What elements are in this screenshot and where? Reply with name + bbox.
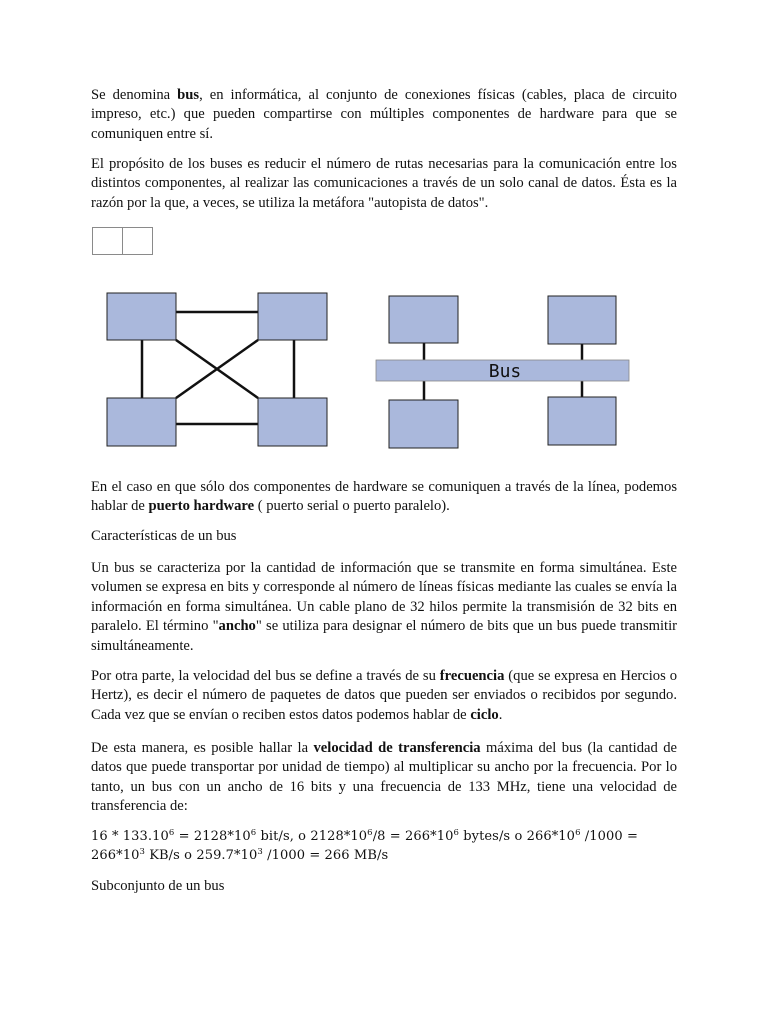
bus-label: Bus bbox=[488, 361, 522, 382]
component-box bbox=[548, 296, 616, 344]
bus-topology-diagram bbox=[0, 0, 768, 480]
component-box bbox=[258, 398, 327, 446]
transfer-speed-formula: $16 * 133.10^6 = 2128*10^6$ bit/s, o $2128*10^6/8 = 266*10^6$ bytes/s o $266*10^6$ $/1000 = 266*10^3$ KB/s o $259.7*10^3$ /1000 = 266 MB/s bbox=[91, 828, 638, 864]
paragraph-transfer-speed: De esta manera, es posible hallar la velocidad de transferencia máxima del bus (la cantidad de datos que puede transportar por unidad de tiempo) al multiplicar su ancho por la frecuencia. Por lo tanto, un bus con un ancho de 16 bits y una frecuencia de 133 MHz, tiene una velocidad de transferencia de: bbox=[91, 740, 677, 815]
paragraph-hardware-port: En el caso en que sólo dos componentes de hardware se comuniquen a través de la línea, podemos hablar de puerto hardware ( puerto serial o puerto paralelo). bbox=[91, 479, 677, 515]
bus-diagram bbox=[376, 296, 629, 448]
component-box bbox=[389, 296, 458, 343]
paragraph-bus-purpose: El propósito de los buses es reducir el número de rutas necesarias para la comunicación entre los distintos componentes, al realizar las comunicaciones a través de un solo canal de datos. Ésta es la razón por la que, a veces, se utiliza la metáfora "autopista de datos". bbox=[91, 156, 677, 211]
component-box bbox=[107, 398, 176, 446]
paragraph-bus-width: Un bus se caracteriza por la cantidad de información que se transmite en forma simultánea. Este volumen se expresa en bits y corresponde al número de líneas físicas mediante las cuales se envía la información en forma simultánea. Un cable plano de 32 hilos permite la transmisión de 32 bits en paralelo. El término "ancho" se utiliza para designar el número de bits que un bus puede transmitir simultáneamente. bbox=[91, 560, 677, 654]
heading-bus-characteristics: Características de un bus bbox=[91, 528, 237, 544]
component-box bbox=[107, 293, 176, 340]
paragraph-bus-frequency: Por otra parte, la velocidad del bus se define a través de su frecuencia (que se expresa en Hercios o Hertz), es decir el número de paquetes de datos que pueden ser enviados o recibidos por segundo. Cada vez que se envían o reciben estos datos podemos hablar de ciclo. bbox=[91, 668, 678, 723]
component-box bbox=[548, 397, 616, 445]
component-box bbox=[258, 293, 327, 340]
point-to-point-diagram bbox=[107, 293, 327, 446]
paragraph-bus-definition: Se denomina bus, en informática, al conjunto de conexiones físicas (cables, placa de circuito impreso, etc.) que pueden compartirse con múltiples componentes de hardware para que se comuniquen entre sí. bbox=[91, 87, 677, 142]
heading-bus-subset: Subconjunto de un bus bbox=[91, 878, 225, 894]
component-box bbox=[389, 400, 458, 448]
